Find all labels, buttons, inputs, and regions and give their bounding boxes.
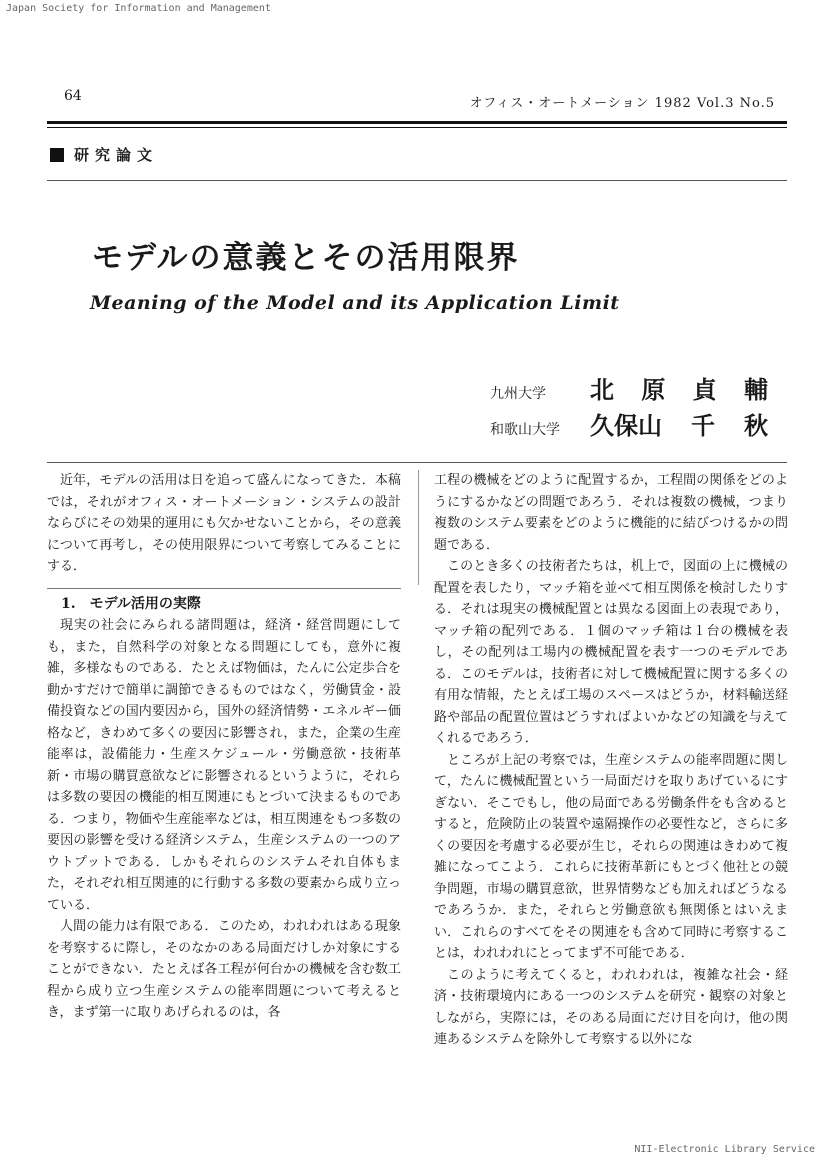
journal-header: オフィス・オートメーション 1982 Vol.3 No.5 [469,96,775,111]
author-1-name-part: 北 [590,375,614,404]
section-label-text: 研究論文 [74,146,159,164]
abstract-top-rule [47,462,787,463]
author-2 [490,406,790,440]
author-1-name-part: 原 [641,375,666,404]
watermark-bottom: NII-Electronic Library Service [634,1144,815,1155]
author-1-name-part: 貞 [692,375,717,404]
author-1 [490,370,790,404]
section-1-heading: 1. モデル活用の実際 [61,595,201,612]
author-2-name-part: 秋 [744,411,768,440]
body-paragraph: このとき多くの技術者たちは，机上で，図面の上に機械の配置を表したり，マッチ箱を並べて相互関係を検討したりする．それは現実の機械配置とは異なる図面上の表現であり，マッチ箱の配列である．１個のマッチ箱は１台の機械を表し，その配列は工場内の機械配置を表す一つのモデルである．このモデルは，技術者に対して機械配置に関する多くの有用な情報，たとえば工場のスペースはどうか，材料輸送経路や部品の配置位置はどうすればよいかなどの知識を与えてくれるであろう． [434,559,788,746]
title-english: Meaning of the Model and its Application Limit [90,292,620,314]
title-japanese: モデルの意義とその活用限界 [92,240,520,276]
watermark-top: Japan Society for Information and Management [6,3,271,14]
abstract: 近年，モデルの活用は日を追って盛んになってきた．本稿では，それがオフィス・オートメーション・システムの設計ならびにその効果的運用にも欠かせないことから，その意義について再考し，その使用限界について考察してみることにする． [47,473,401,574]
left-column [47,470,401,1024]
header-rule-thin [47,127,787,128]
author-2-name-part: 千 [691,411,715,440]
body-paragraph: 人間の能力は有限である．このため，われわれはある現象を考察するに際し，そのなかのある局面だけしか対象にすることができない．たとえば各工程が何台かの機械を含む数工程から成り立つ生産システムの能率問題について考えるとき，まず第一に取りあげられるのは，各 [47,919,401,1020]
header-rule-thick [47,121,787,124]
page-number: 64 [64,88,82,104]
author-2-name [590,406,790,441]
author-1-affiliation: 九州大学 [490,386,546,402]
body-paragraph: ところが上記の考察では，生産システムの能率問題に関して，たんに機械配置という一局面だけを取りあげているにすぎない．そこでもし，他の局面である労働条件をも含めるとすると，危険防止の装置や遠隔操作の必要性など，さらに多くの要因を考慮する必要が生じ，それらの関連はきわめて複雑になってこよう．これらに技術革新にもとづく他社との競争問題，市場の購買意欲，世界情勢なども加えればどうなるであろうか．また，それらと労働意欲も無関係とはいえまい．これらのすべてをその関連をも含めて同時に考察することは，われわれにとってまず不可能である． [434,752,788,961]
column-divider [418,470,419,585]
section-label [50,144,158,165]
author-1-name [590,370,790,405]
author-2-name-part: 久保山 [590,411,662,440]
author-1-name-part: 輔 [743,375,768,404]
square-bullet-icon [50,148,64,162]
right-column [434,470,788,1051]
body-paragraph: 現実の社会にみられる諸問題は，経済・経営問題にしても，また，自然科学の対象となる問題にしても，意外に複雑，多様なものである．たとえば物価は，たんに公定歩合を動かすだけで簡単に調節できるものではなく，労働賃金・設備投資などの国内要因から，国外の経済情勢・エネルギー価格など，きわめて多くの要因に影響され，また，企業の生産能率は，設備能力・生産スケジュール・労働意欲・技術革新・市場の購買意欲などに影響されるというように，それらは多数の要因の機能的相互関連にもとづいて決まるものである．つまり，物価や生産能率などは，相互関連をもつ多数の要因の影響を受ける経済システム，生産システムの一つのアウトプットである．しかもそれらのシステムそれ自体もまた，それぞれ相互関連的に行動する多数の要素から成り立っている． [47,618,401,913]
body-paragraph: このように考えてくると，われわれは，複雑な社会・経済・技術環境内にある一つのシステムを研究・観察の対象としながら，実際には，そのある局面にだけ目を向け，他の関連あるシステムを除外して考察する以外にな [434,967,788,1047]
body-paragraph: 工程の機械をどのように配置するか，工程間の関係をどのようにするかなどの問題であろう．それは複数の機械，つまり複数のシステム要素をどのように機能的に結びつけるかの問題である． [434,473,788,553]
author-2-affiliation: 和歌山大学 [490,422,560,438]
section-rule [47,180,787,181]
